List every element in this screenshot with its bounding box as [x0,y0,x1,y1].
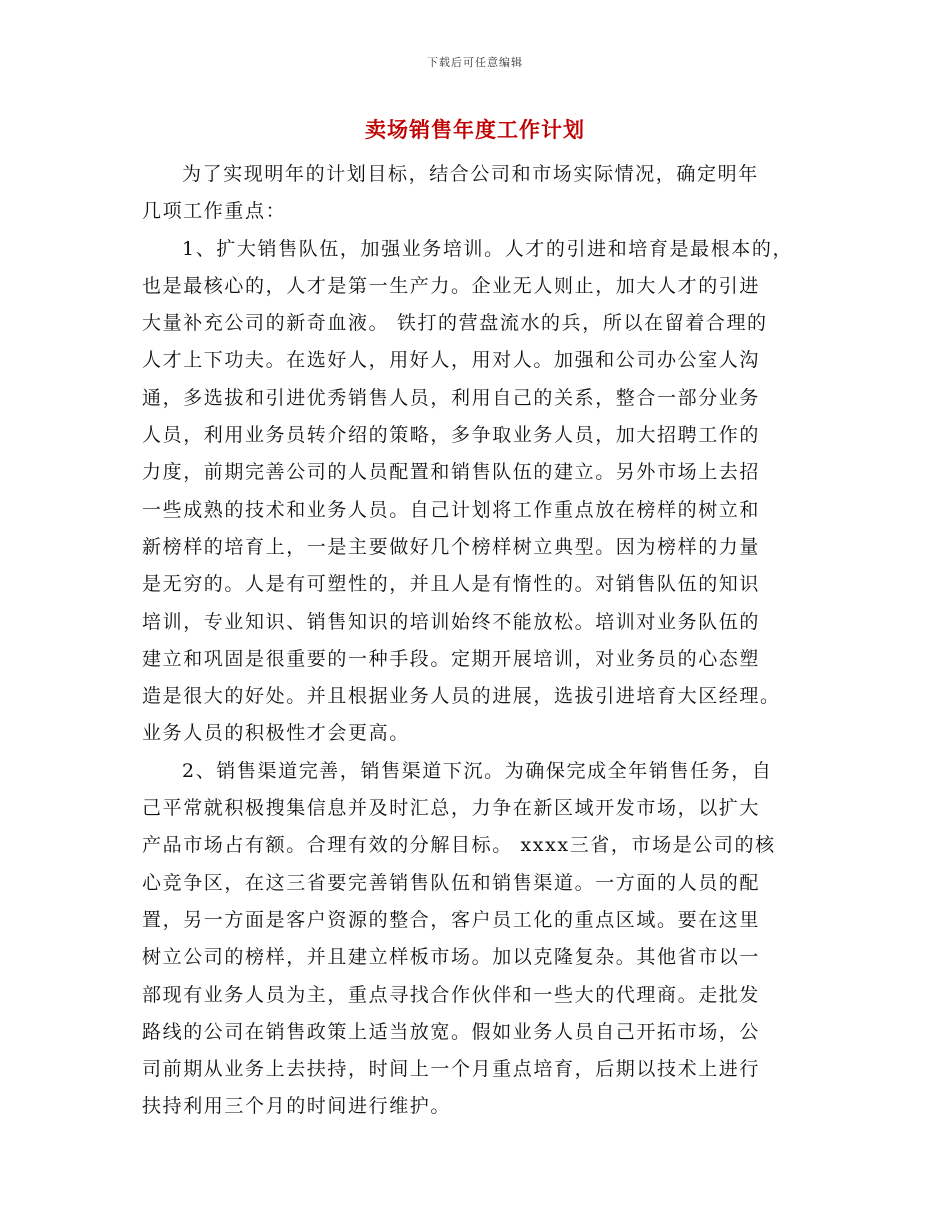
paragraph-line: 路线的公司在销售政策上适当放宽。假如业务人员自己开拓市场，公 [142,1020,761,1043]
paragraph-line: 建立和巩固是很重要的一种手段。定期开展培训，对业务员的心态塑 [142,647,761,670]
paragraph-line: 部现有业务人员为主，重点寻找合作伙伴和一些大的代理商。走批发 [142,983,761,1006]
paragraph-line: 业务人员的积极性才会更高。 [142,722,410,745]
paragraph-line: 一些成熟的技术和业务人员。自己计划将工作重点放在榜样的树立和 [142,498,761,521]
paragraph-line: 1、扩大销售队伍，加强业务培训。人才的引进和培育是最根本的， [182,237,794,260]
header-note: 下载后可任意编辑 [427,56,523,69]
paragraph-line: 是无穷的。人是有可塑性的，并且人是有惰性的。对销售队伍的知识 [142,573,761,596]
paragraph-line: 也是最核心的，人才是第一生产力。企业无人则止，加大人才的引进 [142,274,761,297]
paragraph-line: 产品市场占有额。合理有效的分解目标。 xxxx三省，市场是公司的核 [142,834,776,857]
paragraph-line: 几项工作重点： [142,200,287,223]
paragraph-line: 2、销售渠道完善，销售渠道下沉。为确保完成全年销售任务，自 [182,759,773,782]
paragraph-line: 置，另一方面是客户资源的整合，客户员工化的重点区域。要在这里 [142,908,761,931]
paragraph-line: 人员，利用业务员转介绍的策略，多争取业务人员，加大招聘工作的 [142,424,761,447]
paragraph-line: 己平常就积极搜集信息并及时汇总，力争在新区域开发市场，以扩大 [142,797,761,820]
paragraph-line: 为了实现明年的计划目标，结合公司和市场实际情况，确定明年 [182,163,759,185]
paragraph-line: 心竞争区，在这三省要完善销售队伍和销售渠道。一方面的人员的配 [142,871,761,894]
paragraph-line: 通，多选拔和引进优秀销售人员，利用自己的关系，整合一部分业务 [142,386,761,409]
paragraph-line: 扶持利用三个月的时间进行维护。 [142,1095,452,1118]
paragraph-line: 大量补充公司的新奇血液。 铁打的营盘流水的兵，所以在留着合理的 [142,312,768,335]
document-title: 卖场销售年度工作计划 [365,117,585,142]
paragraph-line: 造是很大的好处。并且根据业务人员的进展，选拔引进培育大区经理。 [142,685,781,708]
paragraph-line: 司前期从业务上去扶持，时间上一个月重点培育，后期以技术上进行 [142,1058,761,1081]
paragraph-line: 树立公司的榜样，并且建立样板市场。加以克隆复杂。其他省市以一 [142,946,761,969]
paragraph-line: 新榜样的培育上，一是主要做好几个榜样树立典型。因为榜样的力量 [142,535,761,558]
document-body [142,156,832,1126]
paragraph-line: 培训，专业知识、销售知识的培训始终不能放松。培训对业务队伍的 [142,610,761,633]
paragraph-line: 人才上下功夫。在选好人，用好人，用对人。加强和公司办公室人沟 [142,349,761,372]
paragraph-line: 力度，前期完善公司的人员配置和销售队伍的建立。另外市场上去招 [142,461,761,484]
